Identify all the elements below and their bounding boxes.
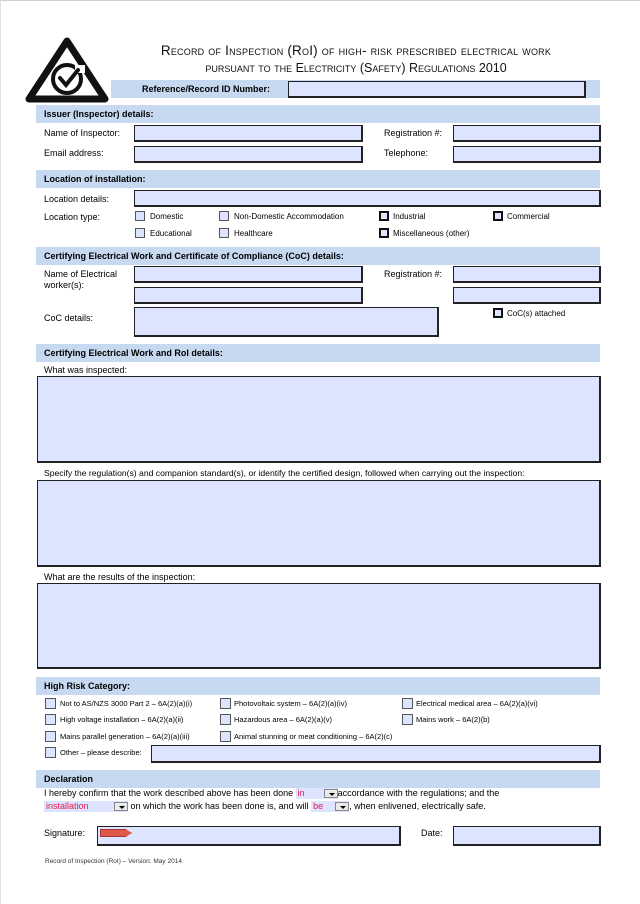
email-label: Email address: xyxy=(44,148,104,158)
high-risk-label-0: Not to AS/NZS 3000 Part 2 – 6A(2)(a)(i) xyxy=(60,699,193,708)
declaration-text-1: I hereby confirm that the work described above has been done xyxy=(44,788,294,798)
results-textarea[interactable] xyxy=(37,583,601,669)
regulations-label: Specify the regulation(s) and companion standard(s), or identify the certified design, followed when carrying out the inspection: xyxy=(44,468,525,478)
date-label: Date: xyxy=(421,828,443,838)
telephone-label: Telephone: xyxy=(384,148,429,158)
checkbox-electrical-medical-area[interactable] xyxy=(402,698,413,709)
section-coc-heading: Certifying Electrical Work and Certificate of Compliance (CoC) details: xyxy=(36,247,600,265)
checkbox-coc-attached[interactable] xyxy=(493,308,503,318)
dropdown-arrow-icon xyxy=(324,789,338,798)
declaration-line-2 xyxy=(44,801,486,812)
issuer-registration-input[interactable] xyxy=(453,125,601,142)
checkbox-hazardous-area[interactable] xyxy=(220,714,231,725)
checkbox-healthcare-label: Healthcare xyxy=(234,229,273,238)
what-inspected-textarea[interactable] xyxy=(37,376,601,463)
declaration-dropdown-in[interactable] xyxy=(296,788,338,799)
checkbox-non-domestic-label: Non-Domestic Accommodation xyxy=(234,212,344,221)
signature-field[interactable] xyxy=(97,826,401,846)
section-roi-heading: Certifying Electrical Work and RoI details: xyxy=(36,344,600,362)
declaration-dropdown-installation[interactable] xyxy=(44,801,128,812)
checkbox-domestic-label: Domestic xyxy=(150,212,184,221)
section-high-risk-heading: High Risk Category: xyxy=(36,677,600,695)
checkbox-miscellaneous-label: Miscellaneous (other) xyxy=(393,229,470,238)
coc-details-label: CoC details: xyxy=(44,313,94,323)
dropdown-arrow-icon xyxy=(114,802,128,811)
checkbox-commercial[interactable] xyxy=(493,211,503,221)
checkbox-commercial-label: Commercial xyxy=(507,212,550,221)
electrical-worker-input-2[interactable] xyxy=(134,287,363,304)
telephone-input[interactable] xyxy=(453,146,601,163)
high-risk-label-6: Mains parallel generation – 6A(2)(a)(iii) xyxy=(60,732,190,741)
high-risk-label-1: Photovoltaic system – 6A(2)(a)(iv) xyxy=(234,699,347,708)
checkbox-mains-work[interactable] xyxy=(402,714,413,725)
checkbox-educational-label: Educational xyxy=(150,229,192,238)
checkbox-not-as-nzs-3000[interactable] xyxy=(45,698,56,709)
high-risk-label-5: Mains work – 6A(2)(b) xyxy=(416,715,490,724)
declaration-text-3: on which the work has been done is, and will xyxy=(130,801,309,811)
checkbox-animal-stunning[interactable] xyxy=(220,731,231,742)
declaration-dropdown-installation-value: installation xyxy=(46,801,89,811)
declaration-dropdown-be-value: be xyxy=(313,801,324,811)
checkbox-miscellaneous[interactable] xyxy=(379,228,389,238)
reference-id-input[interactable] xyxy=(288,81,586,98)
checkbox-industrial-label: Industrial xyxy=(393,212,426,221)
coc-registration-input-2[interactable] xyxy=(453,287,601,304)
checkbox-industrial[interactable] xyxy=(379,211,389,221)
declaration-text-4: , when enlivened, electrically safe. xyxy=(349,801,486,811)
high-risk-label-7: Animal stunning or meat conditioning – 6A(2)(c) xyxy=(234,732,393,741)
what-inspected-label: What was inspected: xyxy=(44,365,128,375)
results-label: What are the results of the inspection: xyxy=(44,572,196,582)
signature-label: Signature: xyxy=(44,828,86,838)
declaration-text-2: accordance with the regulations; and the xyxy=(337,788,500,798)
checkbox-mains-parallel-generation[interactable] xyxy=(45,731,56,742)
coc-attached-label: CoC(s) attached xyxy=(507,309,566,318)
sign-here-flag-icon xyxy=(100,829,132,837)
inspector-name-input[interactable] xyxy=(134,125,363,142)
checkbox-photovoltaic[interactable] xyxy=(220,698,231,709)
coc-registration-input-1[interactable] xyxy=(453,266,601,283)
coc-registration-label: Registration #: xyxy=(384,269,443,279)
checkbox-non-domestic-accommodation[interactable] xyxy=(219,211,229,221)
location-details-label: Location details: xyxy=(44,194,110,204)
section-declaration-heading: Declaration xyxy=(36,770,600,788)
dropdown-arrow-icon xyxy=(335,802,349,811)
rcm-compliance-logo-icon xyxy=(25,37,109,103)
form-subtitle: pursuant to the Electricity (Safety) Regulations 2010 xyxy=(205,61,507,75)
inspector-name-label: Name of Inspector: xyxy=(44,128,121,138)
email-input[interactable] xyxy=(134,146,363,163)
form-title: Record of Inspection (RoI) of high- risk prescribed electrical work xyxy=(160,43,552,58)
checkbox-high-voltage[interactable] xyxy=(45,714,56,725)
issuer-registration-label: Registration #: xyxy=(384,128,443,138)
electrical-worker-input-1[interactable] xyxy=(134,266,363,283)
high-risk-label-2: Electrical medical area – 6A(2)(a)(vi) xyxy=(416,699,538,708)
checkbox-educational[interactable] xyxy=(135,228,145,238)
high-risk-label-4: Hazardous area – 6A(2)(a)(v) xyxy=(234,715,332,724)
date-input[interactable] xyxy=(453,826,601,846)
location-type-label: Location type: xyxy=(44,212,101,222)
coc-details-input[interactable] xyxy=(134,307,439,337)
declaration-line-1 xyxy=(44,788,499,799)
declaration-dropdown-in-value: in xyxy=(297,788,305,798)
checkbox-domestic[interactable] xyxy=(135,211,145,221)
declaration-dropdown-be[interactable] xyxy=(311,801,349,812)
checkbox-healthcare[interactable] xyxy=(219,228,229,238)
section-location-heading: Location of installation: xyxy=(36,170,600,188)
high-risk-label-3: High voltage installation – 6A(2)(a)(ii) xyxy=(60,715,184,724)
footer-version: Record of Inspection (RoI) – Version: May 2014 xyxy=(45,858,182,865)
electrical-worker-label: Name of Electrical worker(s): xyxy=(44,269,118,290)
high-risk-label-8: Other – please describe: xyxy=(60,748,142,757)
other-description-input[interactable] xyxy=(151,745,601,763)
reference-label: Reference/Record ID Number: xyxy=(142,84,271,94)
location-details-input[interactable] xyxy=(134,190,601,207)
regulations-textarea[interactable] xyxy=(37,480,601,567)
section-issuer-heading: Issuer (Inspector) details: xyxy=(36,105,600,123)
checkbox-other[interactable] xyxy=(45,747,56,758)
